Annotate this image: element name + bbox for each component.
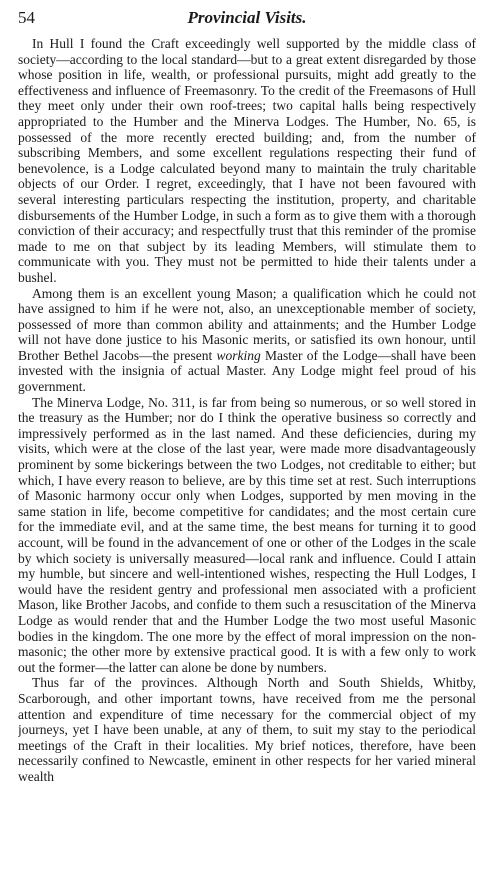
paragraph-text: Among them is an excellent young Mason; a qualification which he could not have assigned to him if he were not, also, an unexceptionable member of society, possessed of more than common ability and attainments; and the Humber Lodge will not have done justice to his Masonic merits, or satisfied its own honour, until Brother Bethel Jacobs—the present [18,285,476,363]
page-header [18,6,476,36]
paragraph-minerva-lodge [18,395,476,676]
book-page [18,6,476,870]
paragraph-text: Master of the Lodge—shall have been invested with the insignia of actual Master. Any Lodge might feel proud of his government. [18,347,476,395]
paragraph-text: In Hull I found the Craft exceedingly well supported by the middle class of society—according to the local standard—but to a great extent disregarded by those whose position in life, wealth, or professional pursuits, might add greatly to the effectiveness and influence of Freemasonry. To the credit of the Freemasons of Hull they meet only under their own roof-trees; two capital halls being respectively appropriated to the Humber and the Minerva Lodges. The Humber, No. 65, is possessed of the more recently erected building; and, from the number of subscribing Members, and some excellent regulations respecting their fund of benevolence, is a Lodge calculated beyond many to maintain the truly charitable objects of our Order. I regret, exceedingly, that I have not been favoured with several interesting particulars respecting the institution, property, and charitable disbursements of the Humber Lodge, in such a form as to give them with a thorough conviction of their accuracy; and respectfully trust that this reminder of the promise made to me on that subject by its leading Members, will stimulate them to communicate with you. They must not be permitted to hide their talents under a bushel. [18,36,476,285]
paragraph-text: Thus far of the provinces. Although North and South Shields, Whitby, Scarborough, and other important towns, have received from me the personal attention and expenditure of time necessary for the commercial object of my journeys, yet I have been unable, at any of them, to suit my stay to the periodical meetings of the Craft in their localities. My brief notices, therefore, have been necessarily confined to Newcastle, eminent in other respects for her varied mineral wealth [18,675,476,784]
body-text [18,36,476,785]
paragraph-italic-text: working [216,347,261,363]
paragraph-young-mason [18,286,476,395]
paragraph-hull-craft [18,36,476,286]
paragraph-text: The Minerva Lodge, No. 311, is far from being so numerous, or so well stored in the treasury as the Humber; nor do I think the operative business so correctly and impressively performed as in the last named. And these deficiencies, during my visits, which were at the close of the last year, were made more disadvantageously prominent by some bickerings between the two Lodges, not creditable to either; but which, I have every reason to believe, are by this time set at rest. Such interruptions of Masonic harmony occur only when Lodges, supported by men moving in the same station in life, become competitive for candidates; and the most certain cure for the immediate evil, and at the same time, the best means for turning it to good account, will be found in the advancement of one or other of the Lodges in the scale by which society is universally measured—local rank and influence. Could I attain my humble, but sincere and well-intentioned wishes, respecting the Hull Lodges, I would have the resident gentry and professional men associated with a proficient Mason, like Brother Jacobs, and confide to them such a resuscitation of the Minerva Lodge as would render that and the Humber Lodge the two most useful Masonic bodies in the kingdom. The one more by the effect of moral impression on the non-masonic; the other more by extensive practical good. It is with a few only to work out the former—the latter can alone be done by numbers. [18,394,476,675]
paragraph-provinces [18,675,476,784]
page-number: 54 [18,8,35,27]
running-title: Provincial Visits. [187,8,307,27]
